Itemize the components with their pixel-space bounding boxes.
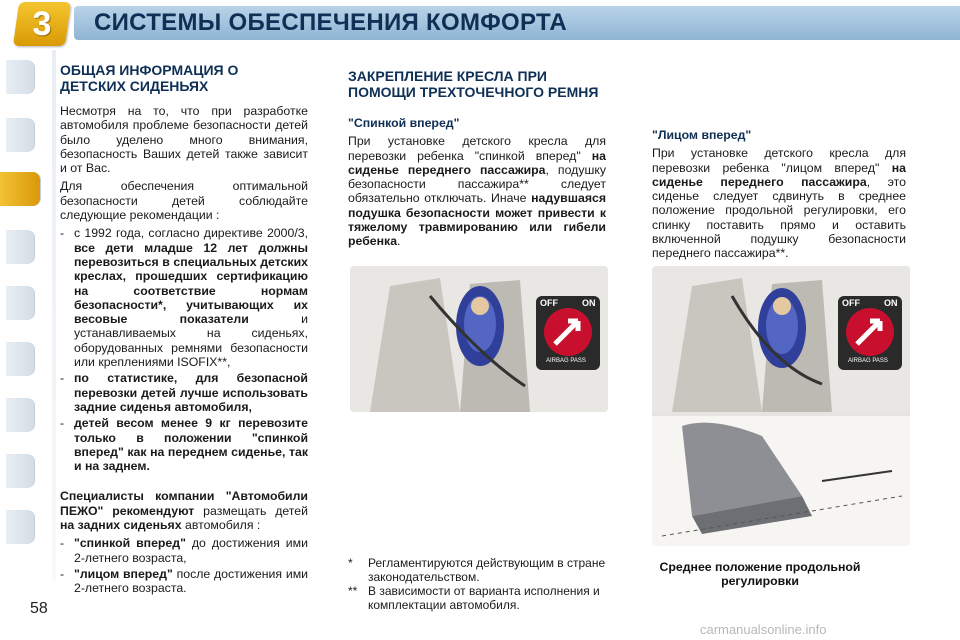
- chapter-tab-5[interactable]: [6, 286, 35, 320]
- rear-facing-subheading: "Спинкой вперед": [348, 116, 460, 130]
- chapter-tab-3-active[interactable]: [0, 172, 41, 206]
- recommendations-paragraph: Для обеспечения оптимальной безопасности детей соблюдайте следующие рекомендации :: [60, 179, 308, 223]
- rear-facing-text: до достижения ими 2-летнего возраста,: [74, 536, 308, 565]
- chapter-tab-6[interactable]: [6, 342, 35, 376]
- footnote-1: [348, 556, 606, 584]
- chapter-tab-1[interactable]: [6, 60, 35, 94]
- chapter-tab-2[interactable]: [6, 118, 35, 152]
- bullet-1-plain: с 1992 года, согласно директиве 2000/3,: [74, 226, 308, 241]
- chapter-tab: [13, 2, 71, 46]
- bullet-2: по статистике, для безопасной перевозки детей лучше использовать задние сиденья автомобиля,: [74, 371, 308, 414]
- switch-off-label: OFF: [540, 298, 558, 308]
- forward-facing-seat-photo: [652, 266, 910, 546]
- footnote-mark: *: [348, 556, 353, 570]
- page-header: [0, 0, 960, 44]
- page-number: 58: [30, 600, 48, 617]
- car-seat-adjustment-illustration: [652, 266, 910, 546]
- footnote-2: [348, 584, 606, 612]
- airbag-warning: надувшаяся подушка безопасности может привести к тяжелому травмированию или гибели ребенка: [348, 191, 607, 249]
- chapter-tabs: [0, 60, 40, 570]
- peugeot-recommendation: [60, 489, 308, 532]
- car-seat-illustration: [350, 266, 608, 412]
- bullet-1-tail: и устанавливаемых на сиденьях, оборудованных ремнями безопасности или креплениями ISOFIX**,: [74, 312, 308, 370]
- forward-facing-paragraph: [652, 146, 906, 260]
- bullet-3: детей весом менее 9 кг перевозите только в положении "спинкой вперед" как на переднем сиденье, так и на заднем.: [74, 416, 308, 474]
- chapter-tab-9[interactable]: [6, 510, 35, 544]
- watermark: carmanualsonline.info: [700, 622, 827, 637]
- chapter-tab-7[interactable]: [6, 398, 35, 432]
- general-info-heading: ОБЩАЯ ИНФОРМАЦИЯ О ДЕТСКИХ СИДЕНЬЯХ: [60, 62, 239, 94]
- margin-rule: [52, 50, 56, 580]
- footnote-text: В зависимости от варианта исполнения и комплектации автомобиля.: [368, 584, 600, 612]
- bullet-1-bold: все дети младше 12 лет должны перевозиться в специальных детских креслах, прошедших сертификацию на соответствие нормам безопасности*, учитывающих их весовые показатели: [74, 240, 308, 327]
- list-item: - детей весом менее 9 кг перевозите только в положении "спинкой вперед" как на переднем сиденье, так и на заднем.: [60, 416, 308, 474]
- recommendation-tail: автомобиля :: [185, 518, 261, 533]
- rear-facing-paragraph: [348, 134, 606, 248]
- rear-facing-text-1: При установке детского кресла для перевозки ребенка "спинкой вперед": [348, 134, 606, 163]
- rear-facing-bold-1: на сиденье переднего пассажира: [348, 148, 606, 177]
- rear-facing-label: "спинкой вперед": [74, 536, 186, 551]
- list-item: - "спинкой вперед" до достижения ими 2-летнего возраста,: [60, 536, 308, 565]
- switch-airbag-label: AIRBAG PASS: [848, 358, 888, 364]
- footnote-text: Регламентируются действующим в стране законодательством.: [368, 556, 606, 584]
- switch-off-label: OFF: [842, 298, 860, 308]
- rear-facing-text-2: , подушку безопасности пассажира** следует обязательно отключать. Иначе: [348, 162, 606, 206]
- forward-facing-subheading: "Лицом вперед": [652, 128, 752, 142]
- forward-facing-bold-1: на сиденье переднего пассажира: [652, 160, 906, 189]
- three-point-belt-heading: ЗАКРЕПЛЕНИЕ КРЕСЛА ПРИ ПОМОЩИ ТРЕХТОЧЕЧНОГО РЕМНЯ: [348, 68, 599, 100]
- chapter-tab-8[interactable]: [6, 454, 35, 488]
- list-item: - по статистике, для безопасной перевозки детей лучше использовать задние сиденья автомобиля,: [60, 371, 308, 414]
- intro-paragraph: Несмотря на то, что при разработке автомобиля проблеме безопасности детей было уделено много внимания, безопасность Ваших детей также зависит и от Вас.: [60, 104, 308, 176]
- forward-facing-label: "лицом вперед": [74, 566, 173, 581]
- list-item: - "лицом вперед" после достижения ими 2-летнего возраста.: [60, 566, 309, 596]
- list-item: - с 1992 года, согласно директиве 2000/3, все дети младше 12 лет должны перевозиться в специальных детских креслах, прошедших сертификацию на соответствие нормам безопасности*, учитывающих их весовые показатели и устанавливаемых на сиденьях, оборудованных ремнями безопасности или креплениями ISOFIX**,: [60, 226, 308, 370]
- right-column: [652, 128, 906, 265]
- forward-facing-text-1: При установке детского кресла для перевозки ребенка "лицом вперед": [652, 146, 906, 175]
- switch-on-label: ON: [884, 298, 898, 308]
- recommendation-bold: Специалисты компании "Автомобили ПЕЖО" рекомендуют: [60, 489, 308, 518]
- recommendation-bold-2: на задних сиденьях: [60, 518, 182, 533]
- forward-facing-text: после достижения ими 2-летнего возраста.: [74, 566, 309, 596]
- forward-facing-text-2: , это сиденье следует сдвинуть в среднее положение продольной регулировки, его спинку поставить прямо и оставить включенной подушку безопасности переднего пассажира**.: [652, 174, 906, 261]
- rear-facing-text-3: .: [397, 234, 401, 249]
- switch-on-label: ON: [582, 298, 596, 308]
- switch-airbag-label: AIRBAG PASS: [546, 358, 586, 364]
- recommendation-mid: размещать детей: [203, 503, 309, 518]
- footnotes: [348, 556, 606, 612]
- chapter-tab-4[interactable]: [6, 230, 35, 264]
- rear-facing-seat-photo: [350, 266, 608, 412]
- footnote-mark: **: [348, 584, 358, 598]
- photo-caption: Среднее положение продольной регулировки: [659, 560, 861, 588]
- chapter-number: 3: [32, 5, 52, 43]
- left-column: [60, 62, 308, 598]
- middle-column: [348, 68, 606, 253]
- page-title: СИСТЕМЫ ОБЕСПЕЧЕНИЯ КОМФОРТА: [94, 9, 568, 36]
